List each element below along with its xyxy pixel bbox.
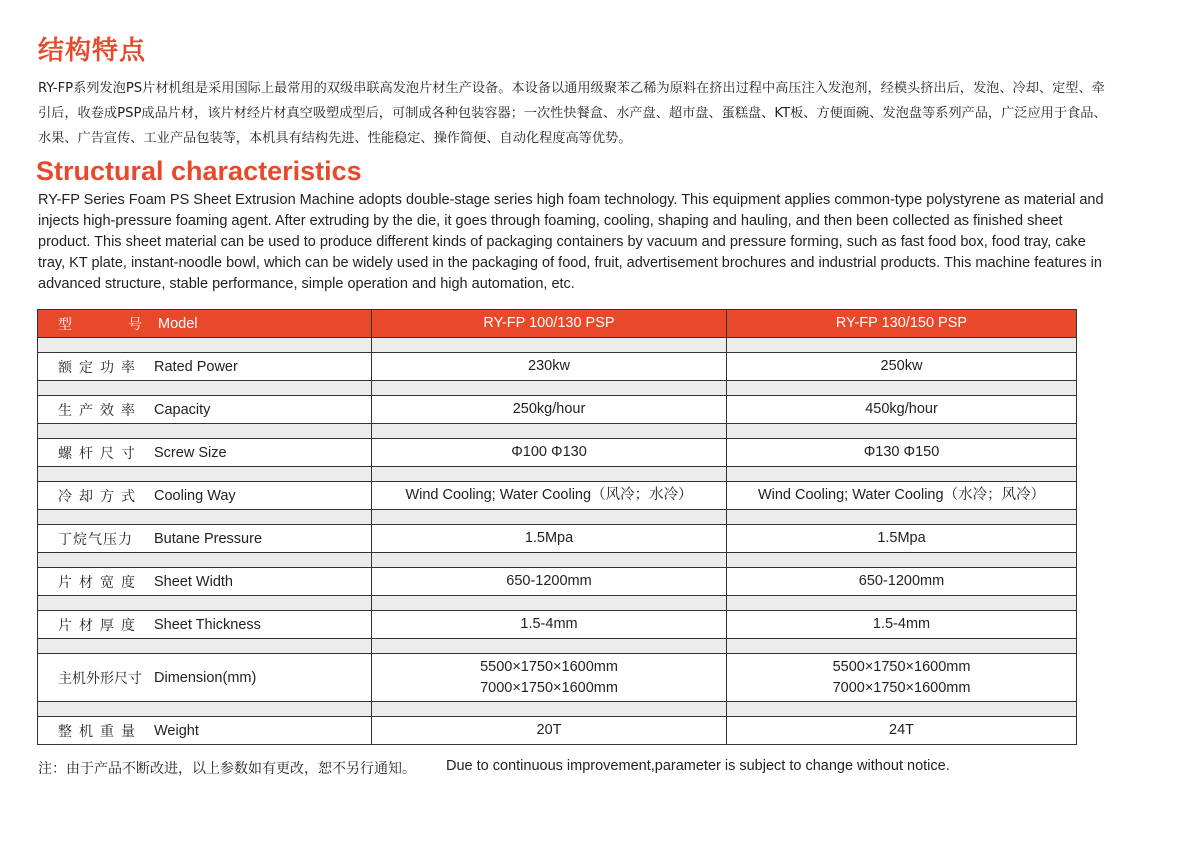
row-value-1: 1.5-4mm [372,611,727,638]
row-spacer [37,596,1077,610]
row-value-2: Wind Cooling; Water Cooling（水冷；风冷） [757,487,1046,503]
row-label-cn: 主机外形尺寸 [58,670,142,687]
row-spacer [37,510,1077,524]
spec-table-header [37,309,1077,338]
row-value-1: 250kg/hour [372,396,727,423]
spec-table [37,309,1077,745]
title-en: Structural characteristics [36,156,362,186]
row-spacer [37,702,1077,716]
row-label-cn: 整机重量 [58,723,142,740]
row-value-2: 450kg/hour [865,401,938,417]
row-spacer [37,467,1077,481]
table-row [37,438,1077,467]
header-label-en: Model [158,315,198,332]
table-row [37,653,1077,702]
header-label-cn-a: 型 [58,316,72,333]
row-value-1: Φ100 Φ130 [372,439,727,466]
row-value-2: 1.5Mpa [877,530,926,546]
header-label-cn [58,314,154,334]
table-row [37,395,1077,424]
row-label-en: Dimension(mm) [154,669,257,686]
header-model-2: RY-FP 130/150 PSP [835,315,968,331]
table-row [37,716,1077,745]
row-label-en: Sheet Width [154,573,233,590]
row-value-2: 650-1200mm [858,573,945,589]
row-value-2: 24T [889,722,914,738]
dimension-2a: 5500×1750×1600mm [832,658,971,675]
table-row [37,567,1077,596]
dimension-2b: 7000×1750×1600mm [832,679,971,696]
row-value-1: Wind Cooling; Water Cooling（风冷；水冷） [372,482,727,509]
row-label-en: Cooling Way [154,487,236,504]
header-label-cn-b: 号 [128,316,142,333]
intro-paragraph-cn: RY-FP系列发泡PS片材机组是采用国际上最常用的双级串联高发泡片材生产设备。本设备以通用级聚苯乙稀为原料在挤出过程中高压注入发泡剂，经模头挤出后，发泡、冷却、定型、牵引后，收卷成PSP成品片材，该片材经片材真空吸塑成型后，可制成各种包装容器；一次性快餐盒、水产盘、超市盘、蛋糕盘、KT板、方便面碗、发泡盘等系列产品，广泛应用于食品、水果、广告宣传、工业产品包装等，本机具有结构先进、性能稳定、操作简便、自动化程度高等优势。 [38,81,1107,146]
row-value-2: 1.5-4mm [872,616,931,632]
row-label-en: Weight [154,722,199,739]
row-spacer [37,639,1077,653]
row-label-cn: 生产效率 [58,402,142,419]
intro-paragraph-en: RY-FP Series Foam PS Sheet Extrusion Machine adopts double-stage series high foam technology. This equipment applies common-type polystyrene as material and injects high-pressure foaming agent. After extruding by the die, it goes through foaming, cooling, shaping and hauling, and then been collected as finished sheet product. This sheet material can be used to produce different kinds of packaging containers by vacuum and pressure forming, such as fast food box, food tray, cake tray, KT plate, instant-noodle bowl, which can be widely used in the packaging of food, fruit, advertisement brochures and industrial products. This machine features in advanced structure, stable performance, simple operation and high automation, etc. [38,192,1104,292]
row-spacer [37,553,1077,567]
footnote-en: Due to continuous improvement,parameter is subject to change without notice. [446,758,950,774]
footnote-cn: 注：由于产品不断改进，以上参数如有更改，恕不另行通知。 [38,761,416,777]
row-label-en: Sheet Thickness [154,616,261,633]
row-label-en: Capacity [154,401,211,418]
row-spacer [37,338,1077,352]
row-label-cn: 片材厚度 [58,617,142,634]
row-value-2: Φ130 Φ150 [863,444,940,460]
row-label-cn: 螺杆尺寸 [58,445,142,462]
dimension-1a: 5500×1750×1600mm [480,658,618,675]
footnote [38,758,950,778]
row-value-1: 1.5Mpa [372,525,727,552]
row-label-cn: 丁烷气压力 [58,531,133,548]
row-label-en: Butane Pressure [154,530,263,547]
row-label-cn: 片材宽度 [58,574,142,591]
row-value-2: 250kw [880,358,923,374]
table-row [37,352,1077,381]
row-value-1 [372,654,727,701]
row-spacer [37,424,1077,438]
header-label-cell [38,310,372,337]
table-row [37,481,1077,510]
row-value-1: 230kw [372,353,727,380]
table-row [37,610,1077,639]
row-label-en: Rated Power [154,358,238,375]
header-model-1: RY-FP 100/130 PSP [372,310,727,337]
row-value-1: 650-1200mm [372,568,727,595]
row-spacer [37,381,1077,395]
table-row [37,524,1077,553]
row-label-cn: 冷却方式 [58,488,142,505]
row-value-1: 20T [372,717,727,744]
row-value-2 [727,654,1076,701]
row-label-en: Screw Size [154,444,227,461]
dimension-1b: 7000×1750×1600mm [480,679,618,696]
title-cn: 结构特点 [38,36,147,66]
row-label-cn: 额定功率 [58,359,142,376]
